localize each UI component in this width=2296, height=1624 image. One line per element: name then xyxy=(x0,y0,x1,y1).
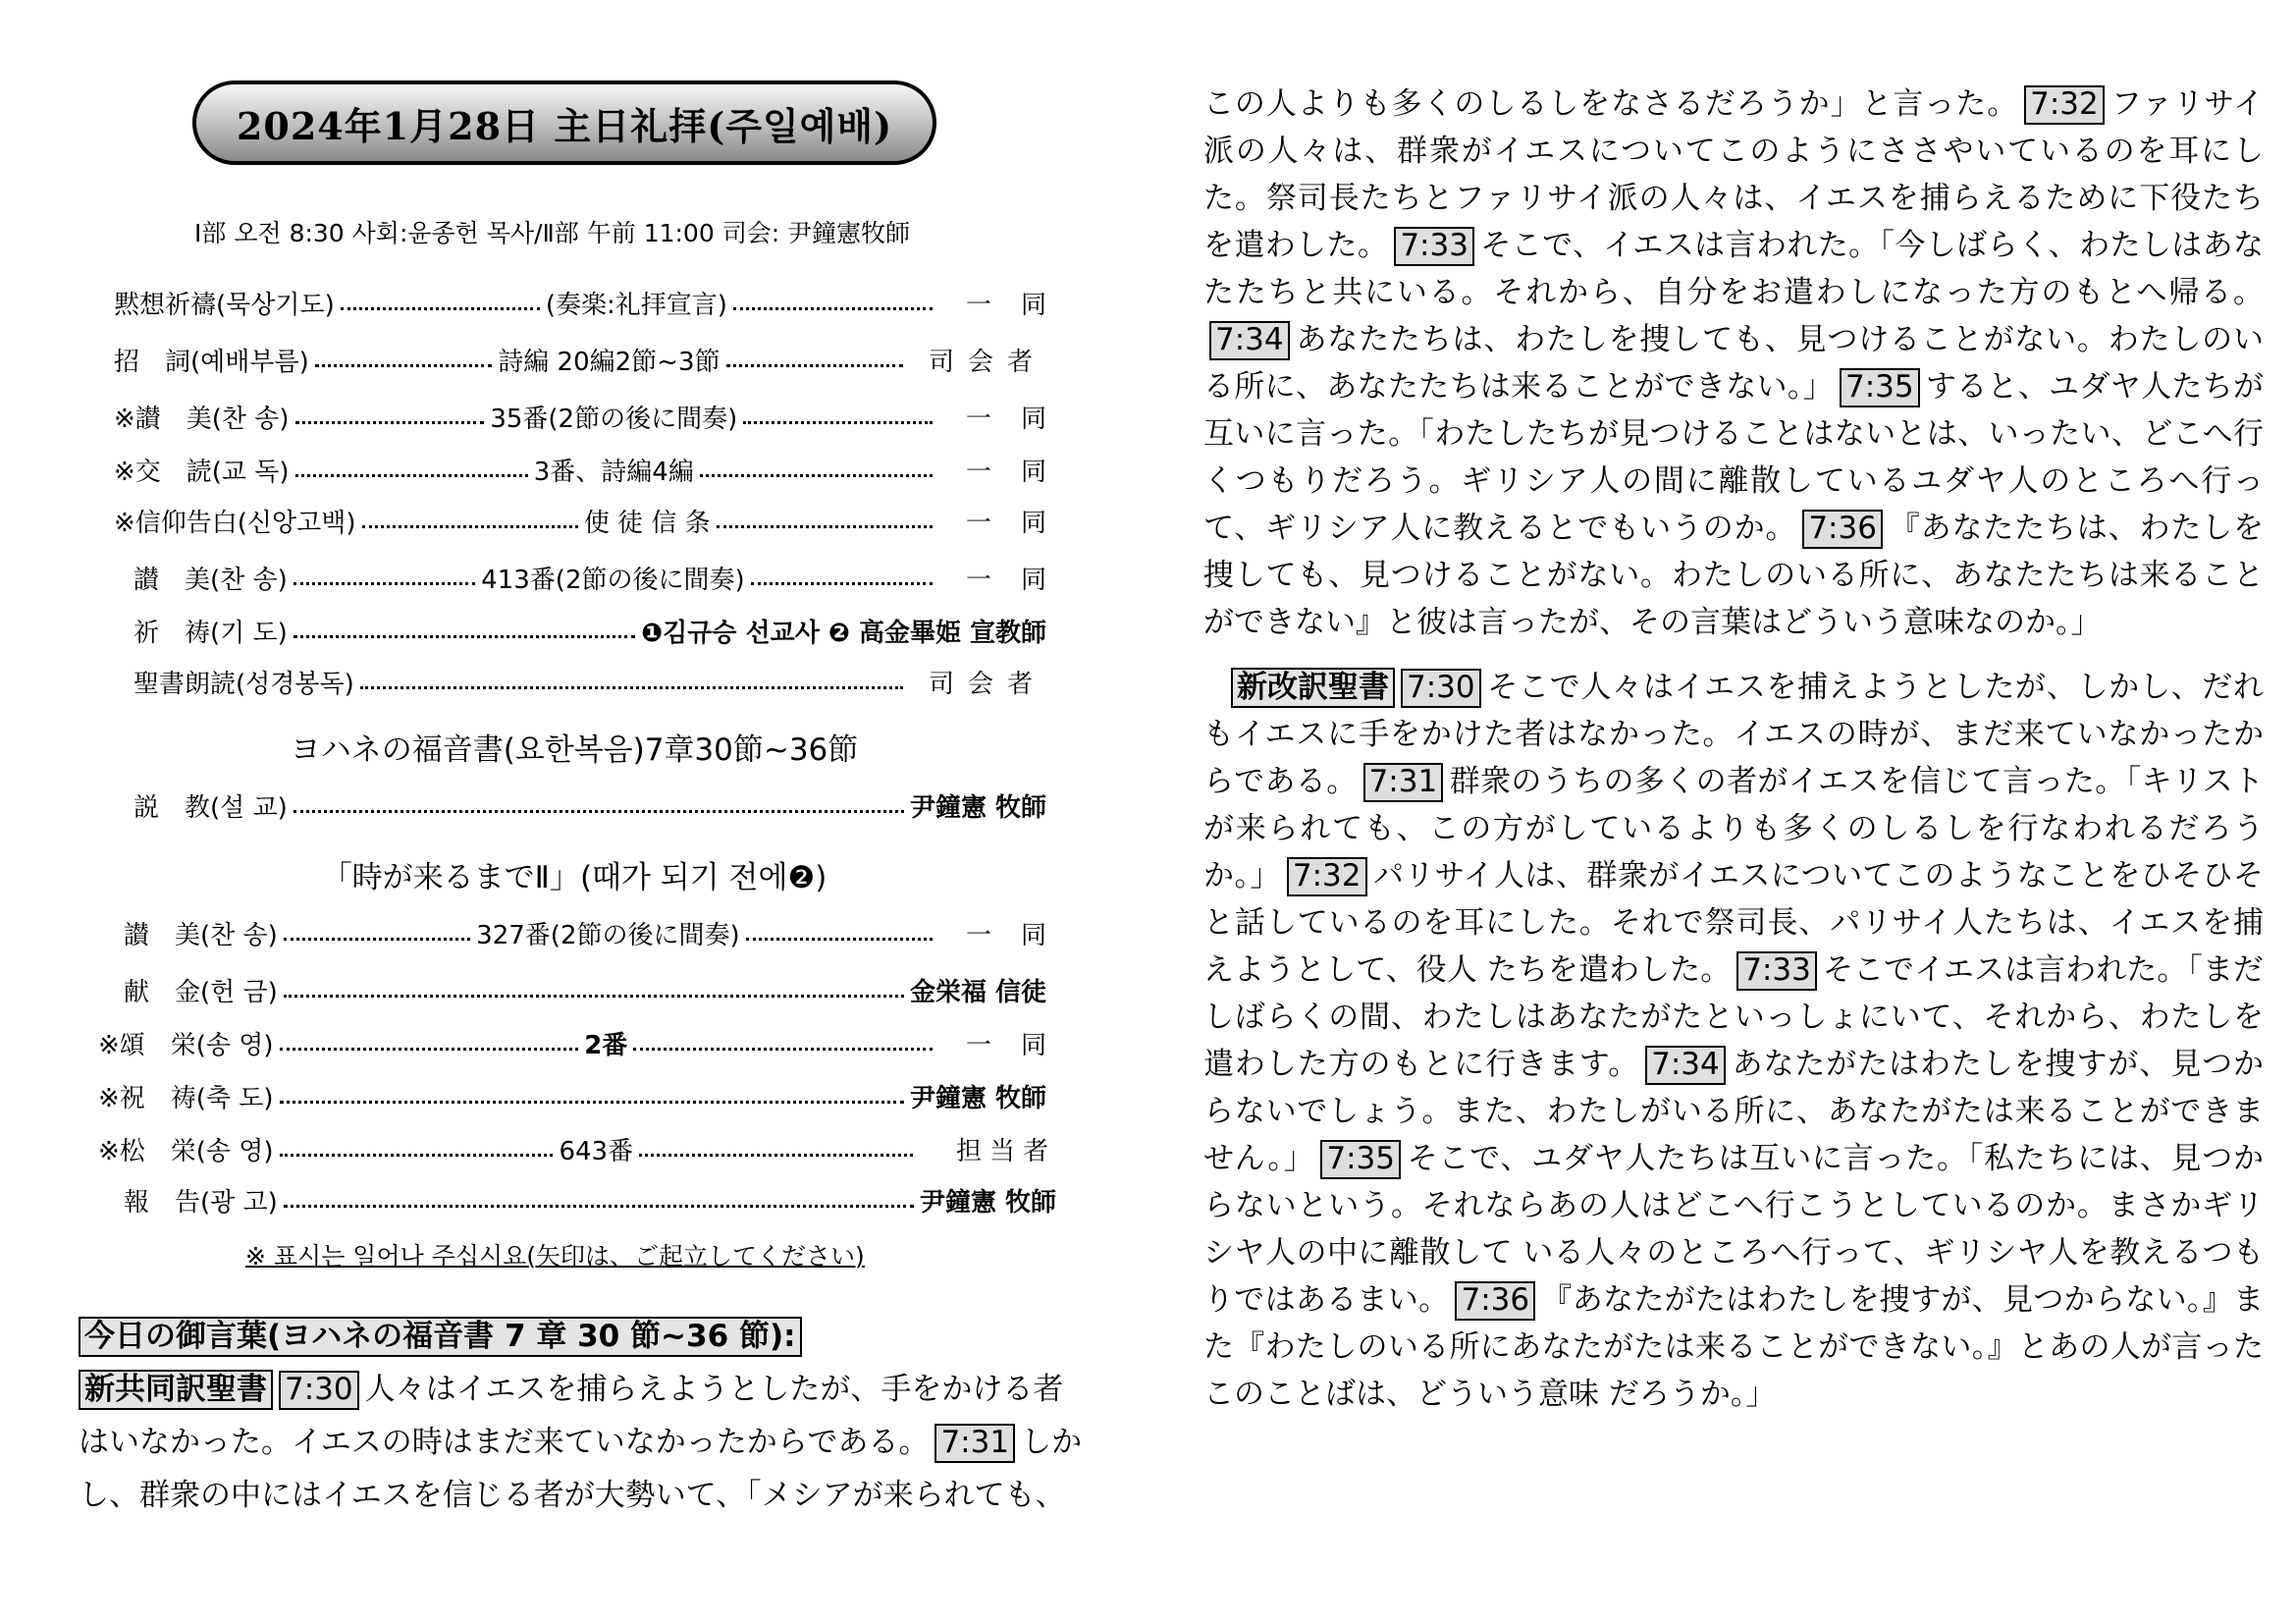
verse-text: あなたがたはわたしを捜すが、見つからないでしょう。また、わたしがいる所に、あなたがたは来ることができません。」 xyxy=(1203,1047,2264,1176)
order-row-sekkyo xyxy=(133,785,1046,825)
order-row-seisho xyxy=(133,662,1046,701)
order-row-shoshi xyxy=(114,340,1046,379)
sermon-title: 「時が来るまでⅡ」(때가 되기 전에❷) xyxy=(321,860,828,895)
leader-dots xyxy=(284,938,470,941)
verse-text: 群衆のうちの多くの者がイエスを信じて言った。「キリストが来られても、この方がしているよりも多くのしるしを行なわれるだろうか。」 xyxy=(1203,764,2264,893)
order-middle: (奏楽:礼拝宣言) xyxy=(545,290,727,320)
leader-dots xyxy=(294,582,475,585)
verse-number: 7:30 xyxy=(279,1371,359,1410)
leader-dots xyxy=(284,1205,914,1208)
verse-text: そこで、イエスは言われた。「今しばらく、わたしはあなたたちと共にいる。それから、自分をお遣わしになった方のもとへ帰る。 xyxy=(1203,228,2264,310)
leader-dots xyxy=(315,364,493,367)
leader-dots xyxy=(295,474,528,477)
leader-dots xyxy=(295,421,485,424)
verse-number: 7:31 xyxy=(934,1424,1015,1463)
order-label: ※頌 栄(송 영) xyxy=(98,1030,274,1060)
todays-word-label: 今日の御言葉(ヨハネの福音書 7 章 30 節~36 節): xyxy=(79,1317,802,1357)
order-middle: 327番(2節の後に間奏) xyxy=(476,920,740,950)
verse-text: そこで、ユダヤ人たちは互いに言った。「私たちには、見つからないという。それならあの人はどこへ行こうとしているのか。まさかギリシヤ人の中に離散して いる人々のところへ行って、ギリシヤ人を教えるつもりではあるまい。 xyxy=(1203,1141,2264,1318)
order-middle: 詩編 20編2節~3節 xyxy=(498,347,721,377)
verse-text: 『あなたがたはわたしを捜すが、見つからない。』また『わたしのいる所にあなたがたは来ることができない。』とあの人が言ったこのことばは、どういう意味 だろうか。」 xyxy=(1203,1282,2264,1412)
verse-number: 7:35 xyxy=(1840,368,1920,407)
verse-number: 7:36 xyxy=(1455,1281,1535,1321)
order-row-shinko xyxy=(114,501,1076,540)
order-row-shoei xyxy=(98,1023,1077,1062)
order-label: 説 教(설 교) xyxy=(133,792,288,823)
scripture-heading: ヨハネの福音書(요한복음)7章30節~36節 xyxy=(290,732,859,768)
leader-dots xyxy=(280,1101,904,1104)
leader-dots xyxy=(284,995,904,998)
verse-text: そこで人々はイエスを捕えようとしたが、しかし、だれもイエスに手をかけた者はなかった。イエスの時が、まだ来ていなかったからである。 xyxy=(1203,670,2264,799)
verse-number: 7:30 xyxy=(1401,669,1481,708)
order-right: 司会者 xyxy=(929,347,1047,377)
order-row-sanbi1 xyxy=(114,397,1076,436)
order-label: 讃 美(찬 송) xyxy=(133,565,288,595)
verse-number: 7:32 xyxy=(2024,85,2105,125)
order-label: ※松 栄(송 영) xyxy=(98,1136,274,1166)
order-right: ❶김규승 선교사 ❷ 高金畢姫 宣教師 xyxy=(641,618,1046,648)
verse-number: 7:34 xyxy=(1645,1046,1726,1085)
order-right: 尹鐘憲 牧師 xyxy=(909,1083,1046,1113)
leader-dots xyxy=(294,810,904,813)
order-middle: 643番 xyxy=(559,1136,634,1166)
order-middle: 35番(2節の後に間奏) xyxy=(490,404,738,434)
leader-dots xyxy=(746,938,933,941)
verse-text: パリサイ人は、群衆がイエスについてこのようなことをひそひそと話しているのを耳にした。それで祭司長、パリサイ人たちは、イエスを捕えようとして、役人 たちを遣わした。 xyxy=(1203,858,2265,988)
order-row-kenkin xyxy=(124,970,1046,1009)
shinkyodo-label: 新共同訳聖書 xyxy=(79,1370,273,1410)
verse-text: しかし、群衆の中にはイエスを信じる者が大勢いて、「メシアが来られても、 xyxy=(79,1425,1083,1513)
order-row-mokusou xyxy=(114,283,1077,322)
order-right: 尹鐘憲 牧師 xyxy=(909,792,1046,823)
order-label: 招 詞(예배부름) xyxy=(114,347,309,377)
order-label: 讃 美(찬 송) xyxy=(124,920,278,950)
verse-text: この人よりも多くのしるしをなさるだろうか」と言った。 xyxy=(1203,86,2019,122)
right-scripture xyxy=(1203,81,2264,1418)
order-right: 一同 xyxy=(965,404,1076,434)
leader-dots xyxy=(341,307,540,310)
right-page xyxy=(1148,0,2296,1624)
verse-text: あなたたちは、わたしを捜しても、見つけることがない。わたしのいる所に、あなたたちは来ることができない。」 xyxy=(1203,322,2264,405)
leader-dots xyxy=(294,635,635,638)
verse-text: 『あなたたちは、わたしを捜しても、見つけることがない。わたしのいる所に、あなたたちは来ることができない』と彼は言ったが、その言葉はどういう意味なのか。」 xyxy=(1203,511,2264,640)
order-label: 聖書朗読(성경봉독) xyxy=(133,669,354,699)
order-right: 一同 xyxy=(966,457,1077,487)
order-label: 献 金(헌 금) xyxy=(124,977,278,1007)
order-label: 祈 祷(기 도) xyxy=(133,618,288,648)
order-right: 一同 xyxy=(965,508,1076,538)
leader-dots xyxy=(700,474,933,477)
order-middle: 413番(2節の後に間奏) xyxy=(481,565,745,595)
order-right: 一同 xyxy=(966,1030,1077,1060)
order-row-shukuto xyxy=(98,1076,1046,1115)
order-right: 金栄福 信徒 xyxy=(909,977,1046,1007)
order-label: 黙想祈禱(묵상기도) xyxy=(114,290,335,320)
verse-number: 7:36 xyxy=(1802,510,1883,549)
order-row-sanbi2 xyxy=(133,558,1077,597)
order-middle: 3番、詩編4編 xyxy=(533,457,694,487)
order-label: ※信仰告白(신앙고백) xyxy=(114,508,356,538)
order-row-hokoku xyxy=(124,1180,1056,1219)
leader-dots xyxy=(633,1048,933,1051)
left-scripture xyxy=(79,1310,1090,1522)
order-right: 尹鐘憲 牧師 xyxy=(919,1187,1056,1218)
order-label: 報 告(광 고) xyxy=(124,1187,278,1218)
leader-dots xyxy=(726,364,904,367)
leader-dots xyxy=(743,421,933,424)
leader-dots xyxy=(360,686,903,689)
order-middle: 使 徒 信 条 xyxy=(583,508,711,538)
order-row-shoei2 xyxy=(98,1129,1056,1168)
order-label: ※交 読(교 독) xyxy=(114,457,290,487)
order-middle: 2番 xyxy=(584,1030,628,1060)
leader-dots xyxy=(751,582,933,585)
leader-dots xyxy=(639,1154,913,1157)
order-row-kodoku xyxy=(114,450,1077,489)
order-right: 司会者 xyxy=(928,669,1046,699)
order-row-kito xyxy=(133,611,1046,650)
leader-dots xyxy=(280,1154,554,1157)
leader-dots xyxy=(717,525,933,528)
verse-text: 人々はイエスを捕らえようとしたが、手をかける者はいなかった。イエスの時はまだ来ていなかったからである。 xyxy=(79,1372,1064,1460)
verse-text: ファリサイ派の人々は、群衆がイエスについてこのようにささやいているのを耳にした。祭司長たちとファリサイ派の人々は、イエスを捕らえるために下役たちを遣わした。 xyxy=(1203,86,2264,263)
order-right: 一同 xyxy=(966,565,1077,595)
verse-text: すると、ユダヤ人たちが互いに言った。「わたしたちが見つけることはないとは、いったい、どこへ行くつもりだろう。ギリシア人の間に離散しているユダヤ人のところへ行って、ギリシア人に教えるとでもいうのか。 xyxy=(1203,369,2265,546)
order-label: ※讃 美(찬 송) xyxy=(114,404,290,434)
verse-text: そこでイエスは言われた。「まだしばらくの間、わたしはあなたがたといっしょにいて、それから、わたしを遣わした方のもとに行きます。 xyxy=(1203,952,2265,1082)
verse-number: 7:33 xyxy=(1736,951,1817,991)
verse-number: 7:33 xyxy=(1394,227,1474,266)
leader-dots xyxy=(280,1048,579,1051)
order-right: 一同 xyxy=(966,920,1077,950)
verse-number: 7:35 xyxy=(1320,1140,1401,1179)
order-row-sanbi3 xyxy=(124,913,1077,952)
verse-number: 7:34 xyxy=(1209,321,1290,360)
order-label: ※祝 祷(축 도) xyxy=(98,1083,274,1113)
leader-dots xyxy=(733,307,933,310)
page-title: 2024年1月28日 主日礼拝(주일예배) xyxy=(192,81,936,165)
service-times: Ⅰ部 오전 8:30 사회:윤종헌 목사/Ⅱ部 午前 11:00 司会: 尹鐘憲牧師 xyxy=(194,219,911,247)
verse-number: 7:31 xyxy=(1363,763,1444,802)
verse-number: 7:32 xyxy=(1287,857,1367,896)
leader-dots xyxy=(362,525,578,528)
standing-note: ※ 표시는 일어나 주십시요(矢印は、ご起立してください) xyxy=(245,1242,865,1271)
order-right: 一同 xyxy=(966,290,1077,320)
order-right: 担当者 xyxy=(955,1136,1056,1166)
shinkaiyaku-label: 新改訳聖書 xyxy=(1231,668,1395,708)
